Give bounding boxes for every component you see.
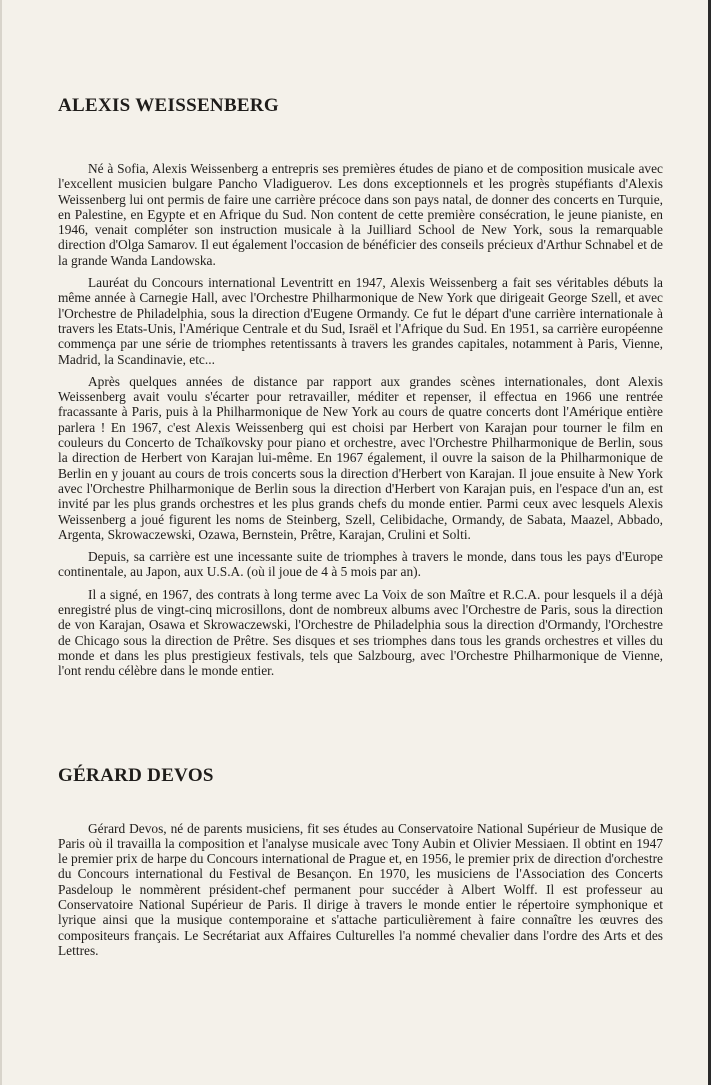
- paragraph: Après quelques années de distance par rapport aux grandes scènes internationales, dont Alexis Weissenberg avait voulu s'écarter pour retravailler, méditer et repenser, il effectua en 1966 une rentrée fracassante à Paris, puis à la Philharmonique de New York au cours de quatre concerts dont l'Amérique entière parlera ! En 1967, c'est Alexis Weissenberg qui est choisi par Herbert von Karajan pour tourner le film en couleurs du Concerto de Tchaïkovsky pour piano et orchestre, avec l'Orchestre Philharmonique de Berlin, sous la direction de Herbert von Karajan lui-même. En 1967 également, il ouvre la saison de la Philharmonique de Berlin en y jouant au cours de trois concerts sous la direction d'Herbert von Karajan. Il joue ensuite à New York avec l'Orchestre Philharmonique de Berlin sous la direction d'Herbert von Karajan puis, en l'espace d'un an, est invité par les plus grands orchestres et les plus grands chefs du monde entier. Parmi ceux avec lesquels Alexis Weissenberg a joué figurent les noms de Steinberg, Szell, Celibidache, Ormandy, de Sabata, Maazel, Abbado, Argenta, Skrowaczewski, Ozawa, Bernstein, Prêtre, Karajan, Crulini et Solti.: [58, 373, 663, 542]
- paragraph: Gérard Devos, né de parents musiciens, fit ses études au Conservatoire National Supérieur de Musique de Paris où il travailla la composition et l'analyse musicale avec Tony Aubin et Olivier Messiaen. Il obtint en 1947 le premier prix de harpe du Concours international de Prague et, en 1956, le premier prix de direction d'orchestre du Concours international du Festival de Besançon. En 1970, les musiciens de l'Association des Concerts Pasdeloup le nommèrent président-chef permanent pour succéder à Albert Wolff. Il est professeur au Conservatoire National Supérieur de Paris. Il dirige à travers le monde entier le répertoire symphonique et lyrique ainsi que la musique contemporaine et s'attache particulièrement à faire connaître les œuvres des compositeurs français. Le Secrétariat aux Affaires Culturelles l'a nommé chevalier dans l'ordre des Arts et des Lettres.: [58, 820, 663, 958]
- paragraph: Depuis, sa carrière est une incessante suite de triomphes à travers le monde, dans tous les pays d'Europe continentale, au Japon, aux U.S.A. (où il joue de 4 à 5 mois par an).: [58, 549, 663, 580]
- paragraph: Il a signé, en 1967, des contrats à long terme avec La Voix de son Maître et R.C.A. pour lesquels il a déjà enregistré plus de vingt-cinq microsillons, dont de nombreux albums avec l'Orchestre de Paris, sous la direction de von Karajan, Osawa et Skrowaczewski, l'Orchestre de Philadelphia sous la direction d'Ormandy, l'Orchestre de Chicago sous la direction de Prêtre. Ses disques et ses triomphes dans tous les grands orchestres et villes du monde et dans les plus prestigieux festivals, tels que Salzbourg, avec l'Orchestre Philharmonique de Vienne, l'ont rendu célèbre dans le monde entier.: [58, 586, 663, 679]
- section-gerard-devos: [58, 765, 663, 959]
- paragraph: Né à Sofia, Alexis Weissenberg a entrepris ses premières études de piano et de composition musicale avec l'excellent musicien bulgare Pancho Vladiguerov. Les dons exceptionnels et les progrès stupéfiants d'Alexis Weissenberg lui ont permis de faire une carrière précoce dans son pays natal, de donner des concerts en Turquie, en Palestine, en Egypte et en Afrique du Sud. Non content de cette première consécration, le jeune pianiste, en 1946, venait compléter son instruction musicale à la Juilliard School de New York, sous la remarquable direction d'Olga Samarov. Il eut également l'occasion de bénéficier des conseils précieux d'Arthur Schnabel et de la grande Wanda Landowska.: [58, 161, 664, 268]
- section-heading: GÉRARD DEVOS: [58, 764, 214, 786]
- section-alexis-weissenberg: [58, 95, 663, 679]
- section-heading: ALEXIS WEISSENBERG: [58, 95, 279, 116]
- paragraph: Lauréat du Concours international Leventritt en 1947, Alexis Weissenberg a fait ses véritables débuts la même année à Carnegie Hall, avec l'Orchestre Philharmonique de New York que dirigeait George Szell, et avec l'Orchestre de Philadelphia, sous la direction d'Eugene Ormandy. Ce fut le départ d'une carrière internationale à travers les Etats-Unis, l'Amérique Centrale et du Sud, Israël et l'Afrique du Sud. En 1951, sa carrière européenne commença par une série de triomphes retentissants à travers les grandes capitales, notamment à Paris, Vienne, Madrid, la Scandinavie, etc...: [58, 275, 663, 367]
